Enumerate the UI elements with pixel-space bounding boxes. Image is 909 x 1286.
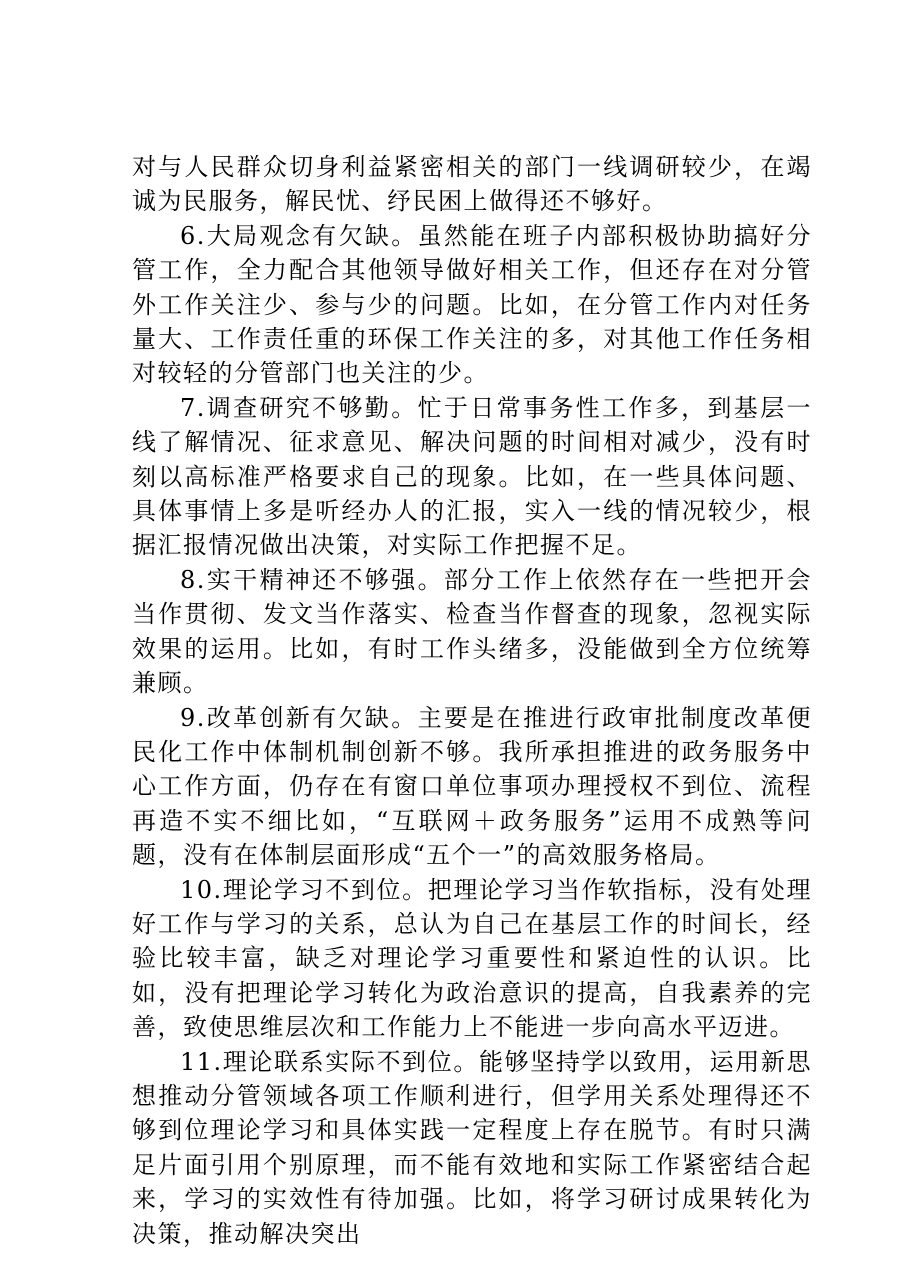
- paragraph-item-10: 10.理论学习不到位。把理论学习当作软指标，没有处理好工作与学习的关系，总认为自己在基层工作的时间长，经验比较丰富，缺乏对理论学习重要性和紧迫性的认识。比如，没有把理论学习转化为政治意识的提高，自我素养的完善，致使思维层次和工作能力上不能进一步向高水平迈进。: [132, 875, 812, 1042]
- paragraph-item-7: 7.调查研究不够勤。忙于日常事务性工作多，到基层一线了解情况、征求意见、解决问题的时间相对减少，没有时刻以高标准严格要求自己的现象。比如，在一些具体问题、具体事情上多是听经办人的汇报，实入一线的情况较少，根据汇报情况做出决策，对实际工作把握不足。: [132, 393, 812, 560]
- paragraph-item-6: 6.大局观念有欠缺。虽然能在班子内部积极协助搞好分管工作，全力配合其他领导做好相关工作，但还存在对分管外工作关注少、参与少的问题。比如，在分管工作内对任务量大、工作责任重的环保工作关注的多，对其他工作任务相对较轻的分管部门也关注的少。: [132, 221, 812, 388]
- document-body: [132, 150, 812, 1251]
- paragraph-continuation: 对与人民群众切身利益紧密相关的部门一线调研较少，在竭诚为民服务，解民忧、纾民困上做得还不够好。: [132, 153, 812, 216]
- paragraph-item-11: 11.理论联系实际不到位。能够坚持学以致用，运用新思想推动分管领域各项工作顺利进行，但学用关系处理得还不够到位理论学习和具体实践一定程度上存在脱节。有时只满足片面引用个别原理，而不能有效地和实际工作紧密结合起来，学习的实效性有待加强。比如，将学习研讨成果转化为决策，推动解决突出: [132, 1047, 812, 1248]
- paragraph-item-9: 9.改革创新有欠缺。主要是在推进行政审批制度改革便民化工作中体制机制创新不够。我所承担推进的政务服务中心工作方面，仍存在有窗口单位事项办理授权不到位、流程再造不实不细比如，“互联网＋政务服务”运用不成熟等问题，没有在体制层面形成“五个一”的高效服务格局。: [132, 703, 812, 870]
- paragraph-item-8: 8.实干精神还不够强。部分工作上依然存在一些把开会当作贯彻、发文当作落实、检查当作督查的现象，忽视实际效果的运用。比如，有时工作头绪多，没能做到全方位统筹兼顾。: [132, 565, 812, 698]
